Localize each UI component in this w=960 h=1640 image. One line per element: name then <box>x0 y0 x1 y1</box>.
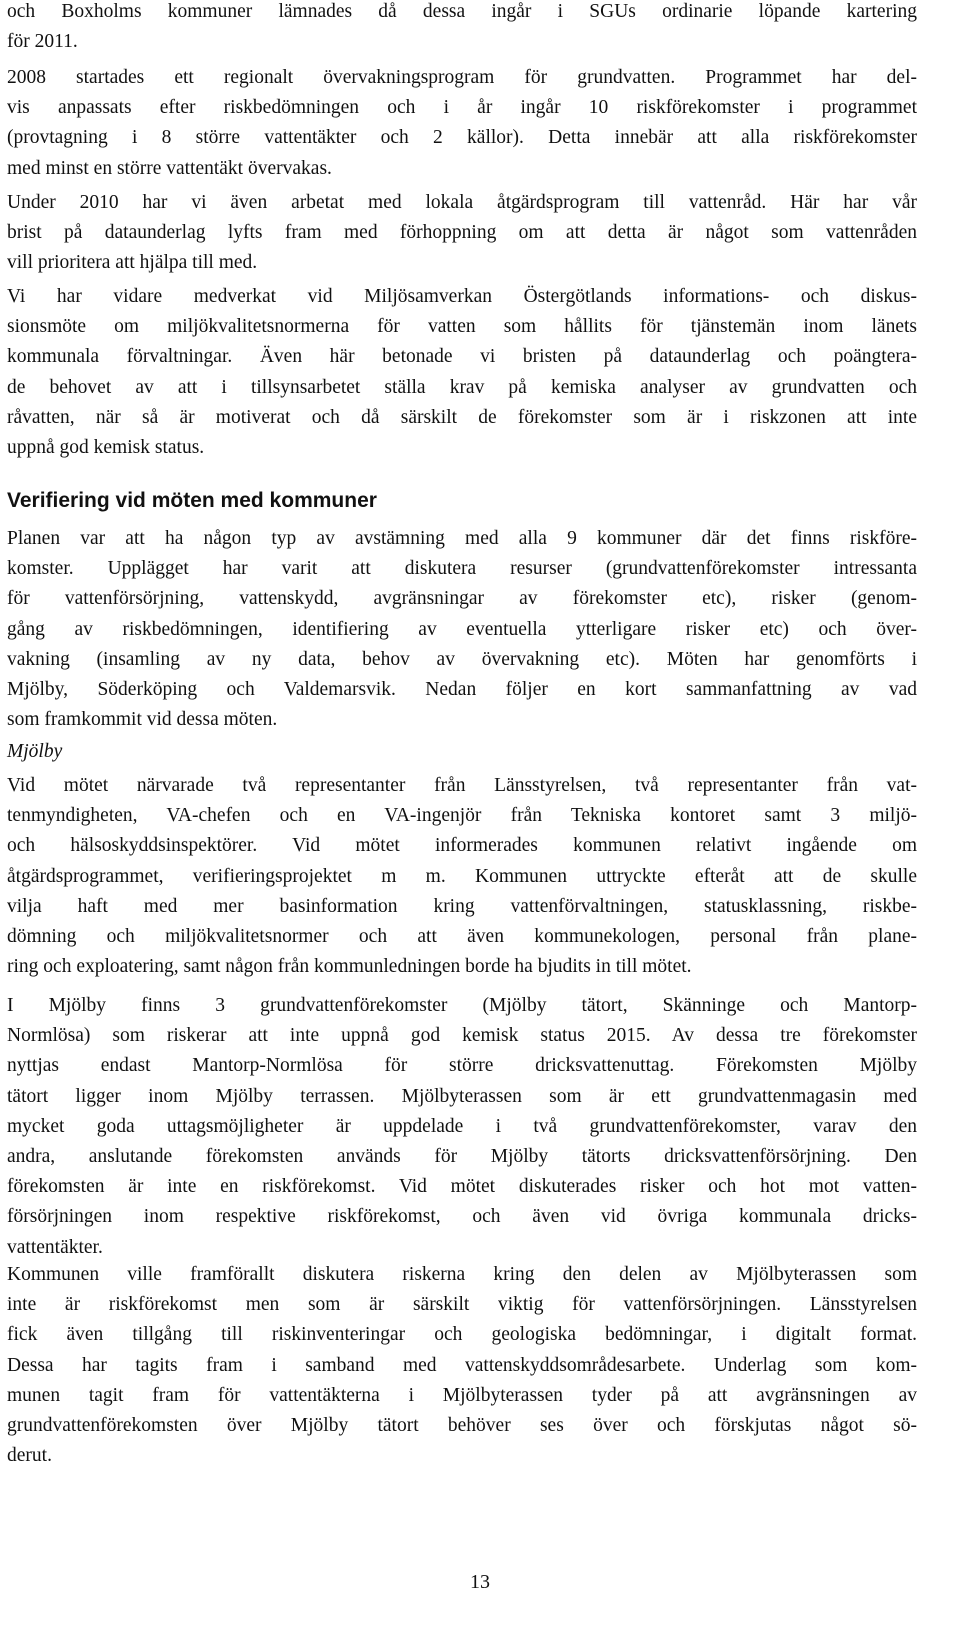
paragraph-motet <box>7 771 917 982</box>
text-line: kommunala förvaltningar. Även här betonade vi bristen på dataunderlag och poängtera- <box>7 346 917 368</box>
text-line: tätort ligger inom Mjölby terrassen. Mjölbyterassen som är ett grundvattenmagasin med <box>7 1085 917 1107</box>
text-line: Kommunen ville framförallt diskutera riskerna kring den delen av Mjölbyterassen som <box>7 1264 917 1285</box>
text-line: tenmyndigheten, VA-chefen och en VA-ingenjör från Tekniska kontoret samt 3 miljö- <box>7 805 917 827</box>
paragraph-overvakning <box>7 63 917 184</box>
text-line: försörjningen inom respektive riskförekomst, och även vid övriga kommunala dricks- <box>7 1206 917 1228</box>
text-line: mycket goda uttagsmöjligheter är uppdelade i två grundvattenförekomster, varav den <box>7 1115 917 1137</box>
text-line: Vi har vidare medverkat vid Miljösamverkan Östergötlands informations- och diskus- <box>7 286 917 307</box>
text-line: inte är riskförekomst men som är särskilt viktig för vattenförsörjningen. Länsstyrelsen <box>7 1294 917 1316</box>
paragraph-grundvattenforekomster <box>7 991 917 1263</box>
text-line: nyttjas endast Mantorp-Normlösa för större dricksvattenuttag. Förekomsten Mjölby <box>7 1055 917 1077</box>
subheading-mjolby: Mjölby <box>7 741 63 762</box>
text-line: sionsmöte om miljökvalitetsnormerna för vatten som hållits för tjänstemän inom länets <box>7 316 917 338</box>
text-line: fick även tillgång till riskinventeringar och geologiska bedömningar, i digitalt format. <box>7 1324 917 1346</box>
text-line: (provtagning i 8 större vattentäkter och 2 källor). Detta innebär att alla riskförekomster <box>7 127 917 149</box>
paragraph-miljosamverkan <box>7 282 917 463</box>
text-line: för 2011. <box>7 31 78 53</box>
paragraph-kartering <box>7 0 917 57</box>
text-line: Under 2010 har vi även arbetat med lokala åtgärdsprogram till vattenråd. Här har vår <box>7 192 917 213</box>
text-line: och hälsoskyddsinspektörer. Vid mötet informerades kommunen relativt ingående om <box>7 835 917 857</box>
paragraph-kommunen <box>7 1260 917 1471</box>
text-line: vis anpassats efter riskbedömningen och i år ingår 10 riskförekomster i programmet <box>7 97 917 119</box>
text-line: råvatten, när så är motiverat och då särskilt de förekomster som är i riskzonen att inte <box>7 406 917 428</box>
text-line: I Mjölby finns 3 grundvattenförekomster (Mjölby tätort, Skänninge och Mantorp- <box>7 995 917 1016</box>
page-number: 13 <box>470 1571 490 1593</box>
text-line: grundvattenförekomsten över Mjölby tätort behöver ses över och förskjutas något sö- <box>7 1415 917 1437</box>
text-line: förekomsten är inte en riskförekomst. Vid mötet diskuterades risker och hot mot vatten- <box>7 1176 917 1198</box>
text-line: Normlösa) som riskerar att inte uppnå god kemisk status 2015. Av dessa tre förekomster <box>7 1025 917 1047</box>
text-line: de behovet av att i tillsynsarbetet ställa krav på kemiska analyser av grundvatten och <box>7 376 917 398</box>
text-line: gång av riskbedömningen, identifiering av eventuella ytterligare risker etc) och över- <box>7 618 917 640</box>
text-line: uppnå god kemisk status. <box>7 437 205 459</box>
text-line: och Boxholms kommuner lämnades då dessa ingår i SGUs ordinarie löpande kartering <box>7 1 917 22</box>
text-line: dömning och miljökvalitetsnormer och att även kommunekologen, personal från plane- <box>7 926 917 948</box>
text-line: brist på dataunderlag lyfts fram med förhoppning om att detta är något som vattenråden <box>7 222 917 244</box>
text-line: med minst en större vattentäkt övervakas. <box>7 157 332 179</box>
text-line: ring och exploatering, samt någon från kommunledningen borde ha bjudits in till mötet. <box>7 956 692 978</box>
text-line: åtgärdsprogrammet, verifieringsprojektet m m. Kommunen uttryckte efteråt att de skulle <box>7 865 917 887</box>
text-line: Dessa har tagits fram i samband med vattenskyddsområdesarbete. Underlag som kom- <box>7 1354 917 1376</box>
text-line: vilja haft med mer basinformation kring vattenförvaltningen, statusklassning, riskbe- <box>7 895 917 917</box>
paragraph-atgardsprogram <box>7 188 917 279</box>
text-line: Planen var att ha någon typ av avstämning med alla 9 kommuner där det finns riskföre- <box>7 528 917 549</box>
text-line: vattentäkter. <box>7 1236 103 1258</box>
text-line: munen tagit fram för vattentäkterna i Mjölbyterassen tyder på att avgränsningen av <box>7 1384 917 1406</box>
text-line: komster. Upplägget har varit att diskutera resurser (grundvattenförekomster intressanta <box>7 558 917 580</box>
text-line: derut. <box>7 1445 52 1467</box>
text-line: för vattenförsörjning, vattenskydd, avgränsningar av förekomster etc), risker (genom- <box>7 588 917 610</box>
text-line: vakning (insamling av ny data, behov av övervakning etc). Möten har genomförts i <box>7 648 917 670</box>
text-line: vill prioritera att hjälpa till med. <box>7 252 258 274</box>
text-line: 2008 startades ett regionalt övervakningsprogram för grundvatten. Programmet har del- <box>7 67 917 88</box>
text-line: andra, anslutande förekomsten används för Mjölby tätorts dricksvattenförsörjning. Den <box>7 1146 917 1168</box>
text-line: som framkommit vid dessa möten. <box>7 709 278 731</box>
section-heading: Verifiering vid möten med kommuner <box>7 489 377 512</box>
text-line: Vid mötet närvarade två representanter från Länsstyrelsen, två representanter från vat- <box>7 775 917 796</box>
paragraph-planen <box>7 524 917 735</box>
text-line: Mjölby, Söderköping och Valdemarsvik. Nedan följer en kort sammanfattning av vad <box>7 679 917 701</box>
